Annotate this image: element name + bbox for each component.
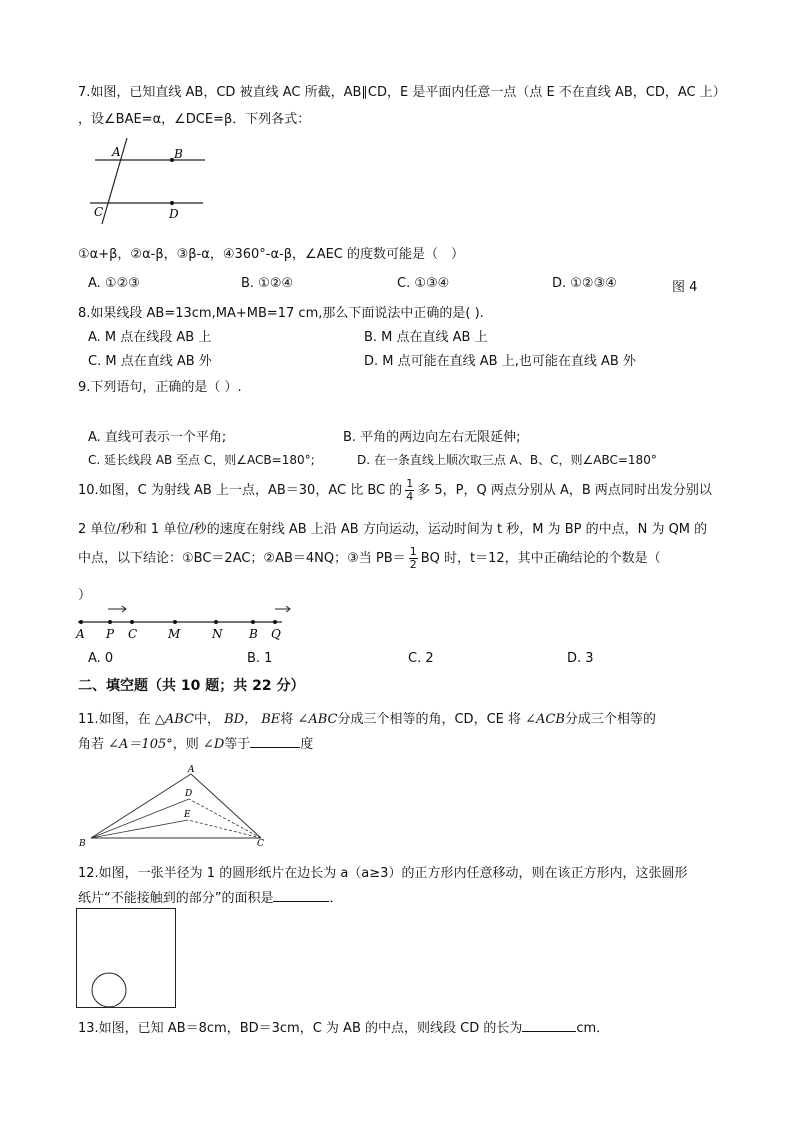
q13-line1: 13.如图，已知 AB＝8cm，BD＝3cm，C 为 AB 的中点，则线段 CD 的长为 cm． xyxy=(78,1017,609,1036)
q7-option-b: B. ①②④ xyxy=(241,276,294,291)
q10-option-d: D. 3 xyxy=(567,651,594,666)
q7-line2: ，设∠BAE=α，∠DCE=β．下列各式： xyxy=(78,112,311,127)
q10-line1-a: 10.如图，C 为射线 AB 上一点，AB＝30，AC 比 BC 的 xyxy=(78,483,403,498)
q8-option-d: D. M 点可能在直线 AB 上,也可能在直线 AB 外 xyxy=(364,354,636,369)
q7-label-d: D xyxy=(169,207,179,221)
q7-line1: 7.如图，已知直线 AB，CD 被直线 AC 所截，AB∥CD，E 是平面内任意一点（点 E 不在直线 AB，CD，AC 上） xyxy=(78,85,726,100)
q10-fraction-2: $\frac{1}{2}$ xyxy=(409,545,417,571)
q8-option-b: B. M 点在直线 AB 上 xyxy=(364,330,488,345)
q9-option-d: D. 在一条直线上顺次取三点 A、B、C，则∠ABC=180° xyxy=(357,453,657,467)
q8-stem: 8.如果线段 AB=13cm,MA+MB=17 cm,那么下面说法中正确的是( ). xyxy=(78,306,484,321)
q12-figure xyxy=(76,908,178,1010)
q11-answer-blank[interactable] xyxy=(250,733,300,748)
q11-label-c: C xyxy=(257,839,264,849)
q10-line4: ） xyxy=(78,588,92,603)
q10-fraction-1: $\frac{1}{4}$ xyxy=(406,477,414,503)
q12-answer-blank[interactable] xyxy=(273,887,329,902)
q7-label-b: B xyxy=(174,147,183,161)
q10-label-a: A xyxy=(76,627,85,641)
q10-label-b: B xyxy=(249,627,258,641)
q9-stem: 9.下列语句，正确的是（ ）. xyxy=(78,380,242,395)
q11-label-b: B xyxy=(79,839,86,849)
q11-label-d: D xyxy=(185,789,193,799)
q7-label-a: A xyxy=(112,145,121,159)
q10-label-n: N xyxy=(212,627,223,641)
q10-label-m: M xyxy=(168,627,181,641)
q10-figure xyxy=(72,600,297,642)
q12-line1: 12.如图，一张半径为 1 的圆形纸片在边长为 a（a≥3）的正方形内任意移动，则在该正方形内，这张圆形 xyxy=(78,866,688,881)
q10-option-c: C. 2 xyxy=(408,651,434,666)
q7-figure-note: 图 4 xyxy=(672,280,698,295)
q9-option-a: A. 直线可表示一个平角; xyxy=(88,430,227,445)
q7-label-c: C xyxy=(94,205,104,219)
q8-option-a: A. M 点在线段 AB 上 xyxy=(88,330,212,345)
q11-label-a: A xyxy=(188,765,195,775)
q12-line2: 纸片“不能接触到的部分”的面积是 ． xyxy=(78,887,343,906)
q7-option-a: A. ①②③ xyxy=(88,276,140,291)
q9-option-c: C. 延长线段 AB 至点 C，则∠ACB=180°; xyxy=(88,453,315,467)
q13-answer-blank[interactable] xyxy=(522,1017,576,1032)
q11-label-e: E xyxy=(184,810,191,820)
q10-line2: 2 单位/秒和 1 单位/秒的速度在射线 AB 上沿 AB 方向运动，运动时间为 t 秒，M 为 BP 的中点，N 为 QM 的 xyxy=(78,522,708,537)
q11-figure xyxy=(76,762,271,850)
q10-label-p: P xyxy=(106,627,115,641)
q10-label-q: Q xyxy=(271,627,281,641)
q7-option-c: C. ①③④ xyxy=(397,276,450,291)
q10-line3 xyxy=(78,546,661,571)
q10-line1 xyxy=(78,478,712,503)
section-heading: 二、填空题（共 10 题；共 22 分） xyxy=(78,678,305,694)
q9-option-b: B. 平角的两边向左右无限延伸; xyxy=(343,430,521,445)
q10-option-a: A. 0 xyxy=(88,651,114,666)
q11-line1: 11.如图，在 △ABC中， BD， BE将 ∠ABC分成三个相等的角，CD，CE 将 ∠ACB分成三个相等的 xyxy=(78,712,656,727)
q7-option-d: D. ①②③④ xyxy=(552,276,617,291)
q8-option-c: C. M 点在直线 AB 外 xyxy=(88,354,212,369)
q7-figure xyxy=(75,138,215,228)
q11-line2: 角若 ∠A＝105°，则 ∠D等于 度 xyxy=(78,733,313,752)
q10-line3-b: BQ 时，t＝12，其中正确结论的个数是（ xyxy=(420,551,661,566)
q10-line3-a: 中点，以下结论：①BC＝2AC；②AB＝4NQ；③当 PB＝ xyxy=(78,551,406,566)
q10-label-c: C xyxy=(128,627,138,641)
q10-line1-b: 多 5，P，Q 两点分别从 A，B 两点同时出发分别以 xyxy=(417,483,712,498)
q10-option-b: B. 1 xyxy=(247,651,273,666)
q11-triangle: △ABC xyxy=(154,712,194,727)
q7-line3: ①α+β，②α-β，③β-α，④360°-α-β，∠AEC 的度数可能是（ ） xyxy=(78,247,465,262)
